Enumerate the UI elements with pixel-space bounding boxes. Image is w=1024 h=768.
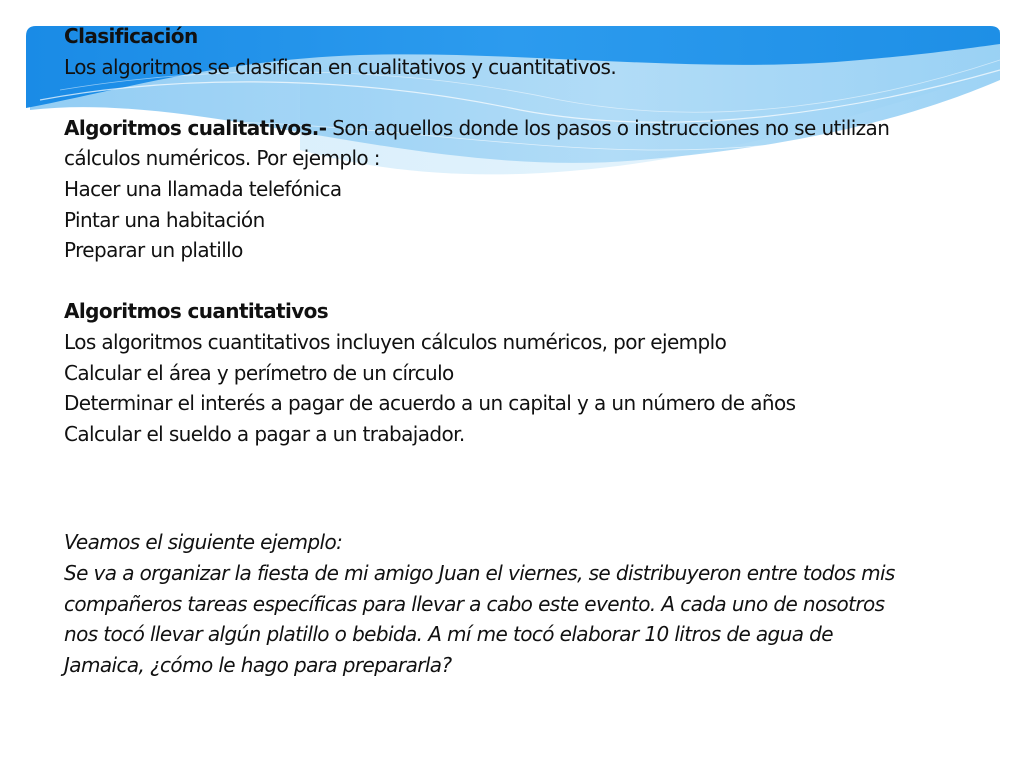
quantitative-desc: Los algoritmos cuantitativos incluyen cálculos numéricos, por ejemplo <box>64 329 727 354</box>
spacer <box>64 266 994 297</box>
qualitative-desc-2: cálculos numéricos. Por ejemplo : <box>64 146 380 171</box>
quantitative-example: Calcular el área y perímetro de un círculo <box>64 360 454 385</box>
slide-content <box>64 21 994 680</box>
intro-text: Los algoritmos se clasifican en cualitativos y cuantitativos. <box>64 54 617 79</box>
example-line: nos tocó llevar algún platillo o bebida. A mí me tocó elaborar 10 litros de agua de <box>64 622 833 647</box>
spacer <box>64 82 994 113</box>
example-intro: Veamos el siguiente ejemplo: <box>64 530 343 555</box>
qualitative-line <box>64 113 994 144</box>
quantitative-example: Calcular el sueldo a pagar a un trabajador. <box>64 421 465 446</box>
heading: Clasificación <box>64 24 198 48</box>
quantitative-example: Determinar el interés a pagar de acuerdo a un capital y a un número de años <box>64 391 796 416</box>
qualitative-title: Algoritmos cualitativos.- <box>64 115 327 140</box>
example-line: Jamaica, ¿cómo le hago para prepararla? <box>64 652 452 677</box>
example-line: compañeros tareas específicas para llevar a cabo este evento. A cada uno de nosotros <box>64 591 885 616</box>
qualitative-example: Preparar un platillo <box>64 238 243 263</box>
qualitative-desc-1: Son aquellos donde los pasos o instrucciones no se utilizan <box>326 115 890 140</box>
example-line: Se va a organizar la fiesta de mi amigo Juan el viernes, se distribuyeron entre todos mis <box>64 560 895 585</box>
qualitative-example: Hacer una llamada telefónica <box>64 176 342 201</box>
spacer <box>64 510 994 527</box>
qualitative-example: Pintar una habitación <box>64 207 265 232</box>
quantitative-title: Algoritmos cuantitativos <box>64 299 329 324</box>
spacer <box>64 449 994 510</box>
